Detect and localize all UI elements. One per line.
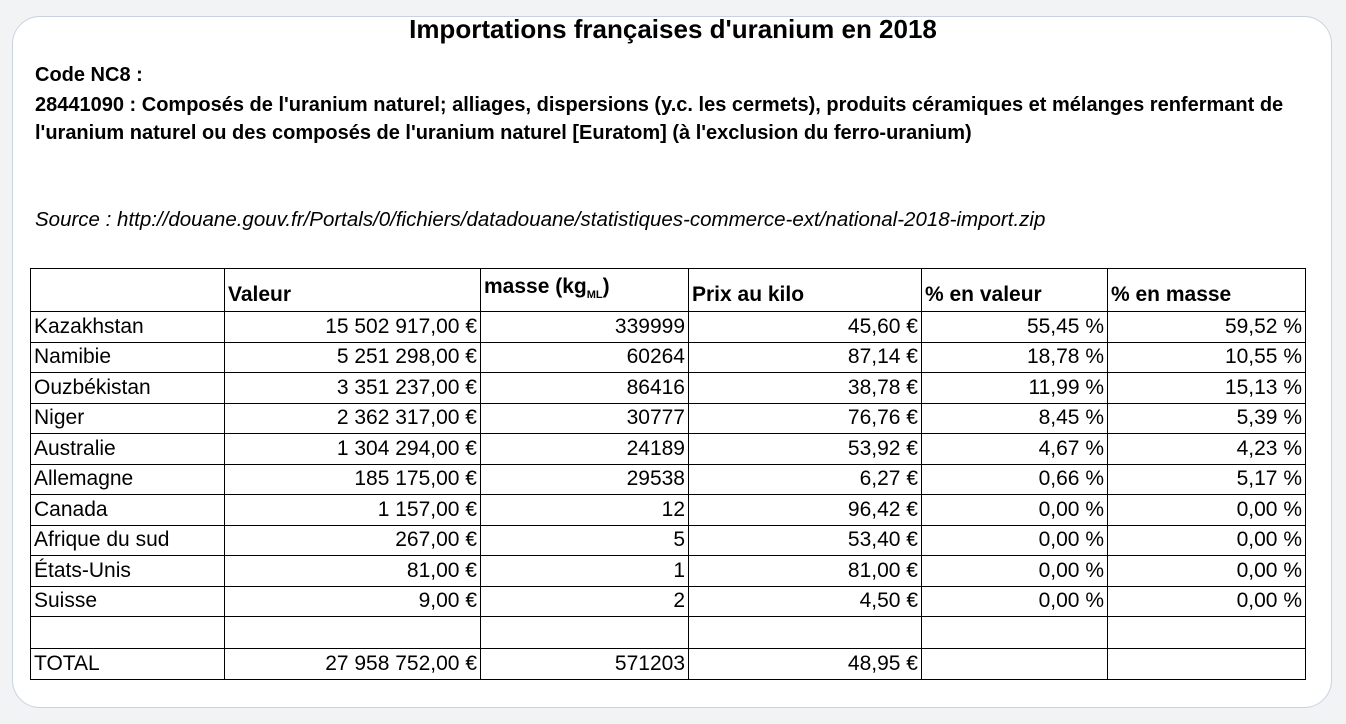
total-prix: 48,95 € xyxy=(689,649,922,680)
total-valeur: 27 958 752,00 € xyxy=(225,649,481,680)
cell-masse: 30777 xyxy=(481,403,689,434)
cell-prix: 53,92 € xyxy=(689,434,922,465)
source-line: Source : http://douane.gouv.fr/Portals/0/fichiers/datadouane/statistiques-commerce-ext/national-2018-import.zip xyxy=(35,208,1046,231)
cell-country: États-Unis xyxy=(31,556,225,587)
cell-pct-valeur: 55,45 % xyxy=(922,312,1108,343)
table-header-row xyxy=(31,269,1306,312)
total-pct-valeur xyxy=(922,649,1108,680)
cell-country: Australie xyxy=(31,434,225,465)
cell-pct-valeur: 11,99 % xyxy=(922,373,1108,404)
cell-prix: 96,42 € xyxy=(689,495,922,526)
cell-valeur: 81,00 € xyxy=(225,556,481,587)
document-title: Importations françaises d'uranium en 2018 xyxy=(409,14,937,44)
table-row xyxy=(31,342,1306,373)
cell-country: Suisse xyxy=(31,586,225,617)
header-valeur: Valeur xyxy=(225,269,481,312)
empty-cell xyxy=(481,617,689,649)
cell-country: Namibie xyxy=(31,342,225,373)
cell-prix: 76,76 € xyxy=(689,403,922,434)
cell-valeur: 9,00 € xyxy=(225,586,481,617)
table-row xyxy=(31,403,1306,434)
header-pct-masse: % en masse xyxy=(1108,269,1306,312)
table-row xyxy=(31,495,1306,526)
empty-cell xyxy=(922,617,1108,649)
cell-country: Afrique du sud xyxy=(31,525,225,556)
cell-prix: 6,27 € xyxy=(689,464,922,495)
cell-valeur: 1 304 294,00 € xyxy=(225,434,481,465)
table-row xyxy=(31,556,1306,587)
total-country: TOTAL xyxy=(31,649,225,680)
cell-pct-masse: 5,17 % xyxy=(1108,464,1306,495)
total-masse: 571203 xyxy=(481,649,689,680)
table-row xyxy=(31,464,1306,495)
empty-row xyxy=(31,617,1306,649)
cell-valeur: 267,00 € xyxy=(225,525,481,556)
header-prix: Prix au kilo xyxy=(689,269,922,312)
cell-prix: 81,00 € xyxy=(689,556,922,587)
cell-pct-masse: 5,39 % xyxy=(1108,403,1306,434)
cell-pct-valeur: 0,00 % xyxy=(922,525,1108,556)
cell-pct-valeur: 0,00 % xyxy=(922,586,1108,617)
header-masse xyxy=(481,269,689,312)
cell-country: Canada xyxy=(31,495,225,526)
code-label: Code NC8 : xyxy=(35,64,143,86)
cell-masse: 24189 xyxy=(481,434,689,465)
table-row xyxy=(31,525,1306,556)
cell-country: Ouzbékistan xyxy=(31,373,225,404)
cell-pct-masse: 15,13 % xyxy=(1108,373,1306,404)
cell-pct-masse: 0,00 % xyxy=(1108,556,1306,587)
cell-valeur: 15 502 917,00 € xyxy=(225,312,481,343)
imports-table xyxy=(30,268,1306,680)
cell-country: Kazakhstan xyxy=(31,312,225,343)
cell-pct-masse: 59,52 % xyxy=(1108,312,1306,343)
cell-prix: 38,78 € xyxy=(689,373,922,404)
cell-masse: 86416 xyxy=(481,373,689,404)
cell-valeur: 185 175,00 € xyxy=(225,464,481,495)
header-masse-close: ) xyxy=(602,275,610,298)
cell-pct-valeur: 0,66 % xyxy=(922,464,1108,495)
cell-masse: 339999 xyxy=(481,312,689,343)
cell-prix: 53,40 € xyxy=(689,525,922,556)
cell-valeur: 5 251 298,00 € xyxy=(225,342,481,373)
cell-pct-masse: 4,23 % xyxy=(1108,434,1306,465)
cell-pct-valeur: 0,00 % xyxy=(922,495,1108,526)
cell-prix: 45,60 € xyxy=(689,312,922,343)
total-row xyxy=(31,649,1306,680)
cell-masse: 12 xyxy=(481,495,689,526)
cell-pct-masse: 10,55 % xyxy=(1108,342,1306,373)
cell-pct-valeur: 0,00 % xyxy=(922,556,1108,587)
table-row xyxy=(31,373,1306,404)
cell-masse: 60264 xyxy=(481,342,689,373)
table-row xyxy=(31,312,1306,343)
empty-cell xyxy=(689,617,922,649)
code-description: 28441090 : Composés de l'uranium naturel; alliages, dispersions (y.c. les cermets), produits céramiques et mélanges renfermant de l'uranium naturel ou des composés de l'uranium naturel [Euratom] (à l'exclusion du ferro-uranium) xyxy=(35,94,1284,144)
cell-masse: 5 xyxy=(481,525,689,556)
header-pct-valeur: % en valeur xyxy=(922,269,1108,312)
cell-valeur: 3 351 237,00 € xyxy=(225,373,481,404)
cell-masse: 1 xyxy=(481,556,689,587)
empty-cell xyxy=(1108,617,1306,649)
cell-country: Allemagne xyxy=(31,464,225,495)
header-country xyxy=(31,269,225,312)
empty-cell xyxy=(31,617,225,649)
cell-masse: 29538 xyxy=(481,464,689,495)
cell-valeur: 1 157,00 € xyxy=(225,495,481,526)
header-masse-text: masse (kg xyxy=(484,275,587,298)
cell-pct-valeur: 18,78 % xyxy=(922,342,1108,373)
cell-pct-masse: 0,00 % xyxy=(1108,525,1306,556)
cell-masse: 2 xyxy=(481,586,689,617)
cell-prix: 87,14 € xyxy=(689,342,922,373)
cell-pct-masse: 0,00 % xyxy=(1108,495,1306,526)
total-pct-masse xyxy=(1108,649,1306,680)
cell-country: Niger xyxy=(31,403,225,434)
table-row xyxy=(31,586,1306,617)
cell-pct-valeur: 4,67 % xyxy=(922,434,1108,465)
cell-valeur: 2 362 317,00 € xyxy=(225,403,481,434)
cell-prix: 4,50 € xyxy=(689,586,922,617)
table-row xyxy=(31,434,1306,465)
cell-pct-masse: 0,00 % xyxy=(1108,586,1306,617)
empty-cell xyxy=(225,617,481,649)
header-masse-unit-sub: ML xyxy=(586,289,603,302)
cell-pct-valeur: 8,45 % xyxy=(922,403,1108,434)
